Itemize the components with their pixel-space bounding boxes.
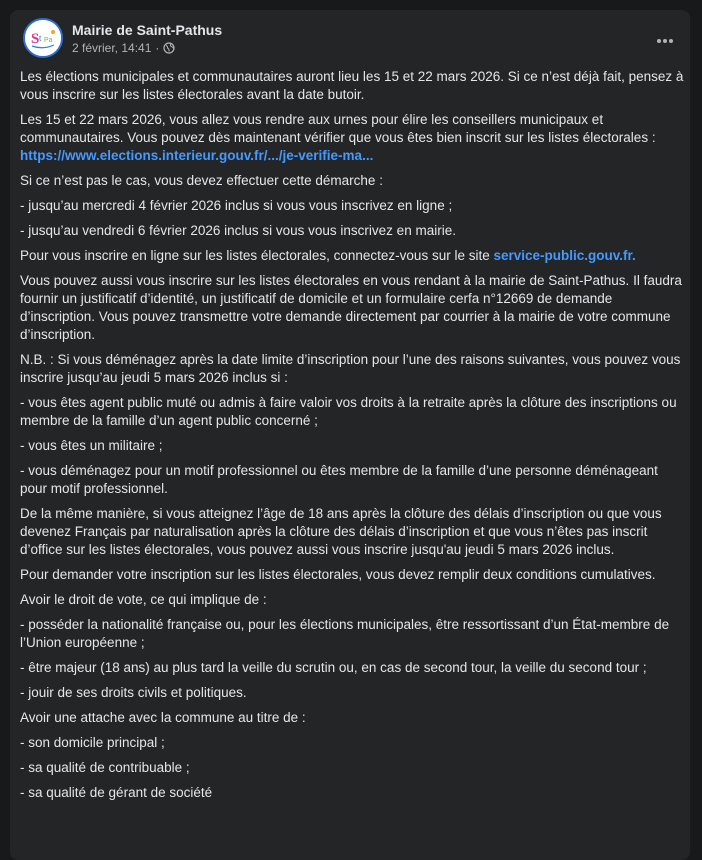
post-meta — [72, 41, 175, 55]
paragraph: Vous pouvez aussi vous inscrire sur les listes électorales en vous rendant à la mairie de Saint-Pathus. Il faudra fournir un justificatif d’identité, un justificatif de domicile et un formulaire cerfa n°12669 de demande d’inscription. Vous pouvez transmettre votre demande directement par courrier à la mairie de votre commune d’inscription. — [20, 273, 682, 342]
svg-text:t: t — [39, 34, 42, 43]
meta-separator: · — [155, 41, 160, 55]
paragraph — [20, 111, 684, 165]
more-options-icon — [656, 38, 674, 44]
list-item: - posséder la nationalité française ou, pour les élections municipales, être ressortissant d’un État-membre de l’Union européenne ; — [20, 617, 670, 650]
paragraph: De la même manière, si vous atteignez l’âge de 18 ans après la clôture des délais d’inscription ou que vous devenez Français par naturalisation après la clôture des délais d’inscription et que vous n’êtes pas inscrit d’office sur les listes électorales, vous pouvez aussi vous inscrire jusqu'au jeudi 5 mars 2026 inclus. — [20, 506, 662, 557]
post-timestamp[interactable]: 2 février, 14:41 — [72, 41, 152, 55]
post-header — [10, 10, 690, 74]
paragraph: Avoir une attache avec la commune au titre de : — [20, 710, 306, 725]
post-content — [20, 68, 684, 809]
globe-icon — [163, 42, 175, 54]
mairie-logo — [25, 20, 61, 56]
elections-link[interactable]: https://www.elections.interieur.gouv.fr/.../je-verifie-ma... — [20, 148, 374, 163]
paragraph: Pour demander votre inscription sur les listes électorales, vous devez remplir deux conditions cumulatives. — [20, 567, 656, 582]
paragraph — [20, 247, 684, 265]
service-public-link[interactable]: service-public.gouv.fr. — [493, 248, 636, 263]
list-item: - son domicile principal ; — [20, 735, 165, 750]
list-item: - sa qualité de contribuable ; — [20, 760, 190, 775]
list-item: - vous déménagez pour un motif professionnel ou êtes membre de la famille d’une personne déménageant pour motif professionnel. — [20, 463, 658, 496]
list-item: - sa qualité de gérant de société — [20, 785, 213, 800]
paragraph-text: Les 15 et 22 mars 2026, vous allez vous rendre aux urnes pour élire les conseillers municipaux et communautaires. Vous pouvez dès maintenant vérifier que vous êtes bien inscrit sur les listes électorales : — [20, 112, 656, 145]
svg-text:Pa: Pa — [44, 37, 53, 44]
list-item: - être majeur (18 ans) au plus tard la veille du scrutin ou, en cas de second tour, la veille du second tour ; — [20, 660, 647, 675]
list-item: - jusqu’au vendredi 6 février 2026 inclus si vous vous inscrivez en mairie. — [20, 223, 456, 238]
paragraph-text: Pour vous inscrire en ligne sur les listes électorales, connectez-vous sur le site — [20, 248, 494, 263]
facebook-post — [10, 10, 690, 860]
svg-text:S: S — [31, 31, 40, 47]
list-item: - vous êtes un militaire ; — [20, 438, 163, 453]
list-item: - vous êtes agent public muté ou admis à faire valoir vos droits à la retraite après la clôture des inscriptions ou membre de la famille d’un agent public concerné ; — [20, 395, 677, 428]
list-item: - jusqu’au mercredi 4 février 2026 inclus si vous vous inscrivez en ligne ; — [20, 198, 453, 213]
paragraph: Si ce n’est pas le cas, vous devez effectuer cette démarche : — [20, 173, 383, 188]
page-avatar[interactable] — [23, 18, 63, 58]
paragraph: Avoir le droit de vote, ce qui implique de : — [20, 592, 267, 607]
more-options-button[interactable] — [652, 28, 678, 54]
paragraph: N.B. : Si vous déménagez après la date limite d’inscription pour l’une des raisons suivantes, vous pouvez vous inscrire jusqu’au jeudi 5 mars 2026 inclus si : — [20, 352, 681, 385]
page-name[interactable]: Mairie de Saint-Pathus — [72, 22, 223, 38]
list-item: - jouir de ses droits civils et politiques. — [20, 685, 247, 700]
paragraph: Les élections municipales et communautaires auront lieu les 15 et 22 mars 2026. Si ce n’est déjà fait, pensez à vous inscrire sur les listes électorales avant la date butoir. — [20, 69, 684, 102]
